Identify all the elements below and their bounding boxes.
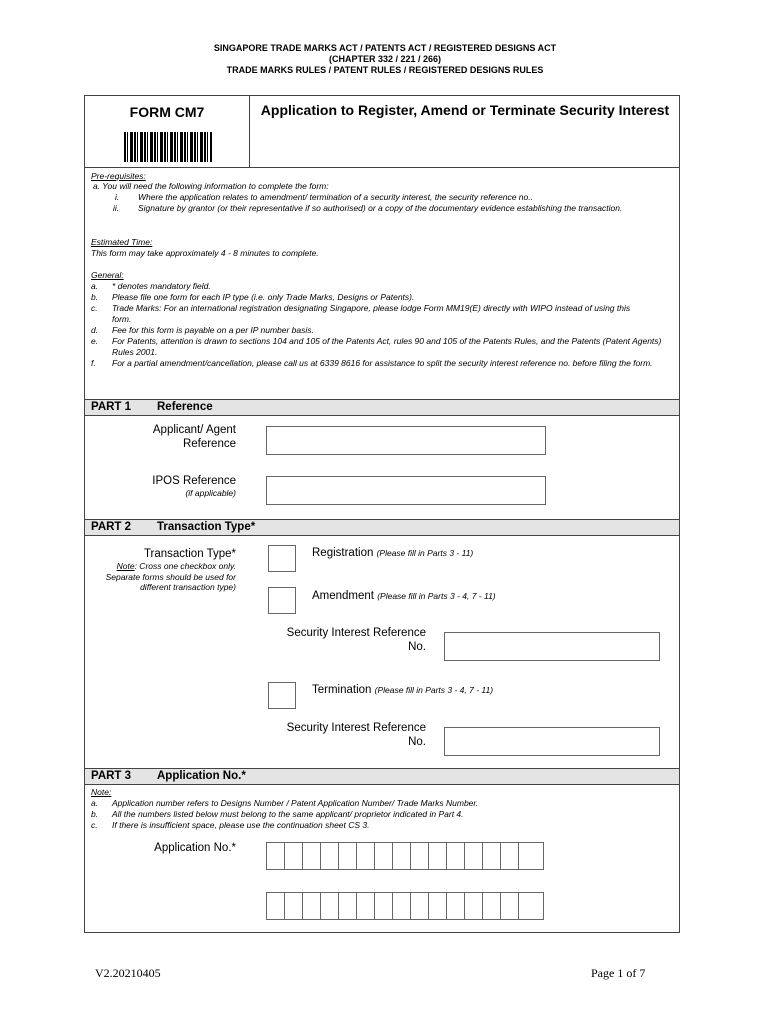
estimated-time-heading: Estimated Time: xyxy=(91,237,153,247)
transaction-type-label: Transaction Type* xyxy=(143,548,236,560)
note-word: Note xyxy=(116,561,135,571)
applicant-reference-input[interactable] xyxy=(266,426,546,455)
ipos-reference-label: IPOS Reference xyxy=(152,475,236,487)
prerequisite-a: a. You will need the following information to complete the form: xyxy=(93,181,329,191)
estimated-time-text: This form may take approximately 4 - 8 minutes to complete. xyxy=(91,248,319,258)
amendment-sirn-label xyxy=(255,626,426,654)
part3-header xyxy=(85,768,679,785)
termination-sirn-label xyxy=(255,721,426,749)
general-key-c: c. xyxy=(91,303,98,313)
form-title: Application to Register, Amend or Terminate Security Interest xyxy=(260,102,670,118)
application-no-row-1[interactable] xyxy=(266,842,544,870)
header-line-1: SINGAPORE TRADE MARKS ACT / PATENTS ACT / REGISTERED DESIGNS ACT xyxy=(213,43,557,53)
transaction-type-note xyxy=(89,561,236,593)
part3-note-a: Application number refers to Designs Number / Patent Application Number/ Trade Marks Number. xyxy=(112,798,479,808)
part3-number: PART 3 xyxy=(91,770,132,782)
termination-option xyxy=(312,683,493,697)
part3-note-key-b: b. xyxy=(91,809,99,819)
amendment-option xyxy=(312,589,496,603)
header-line-3: TRADE MARKS RULES / PATENT RULES / REGISTERED DESIGNS RULES xyxy=(226,65,544,75)
applicant-reference-label-line2: Reference xyxy=(182,438,236,450)
part1-header xyxy=(85,399,679,416)
note-rest: : Cross one checkbox only. Separate forms should be used for different transaction type) xyxy=(105,561,236,592)
applicant-reference-label xyxy=(91,423,236,451)
amendment-note: (Please fill in Parts 3 - 4, 7 - 11) xyxy=(377,591,496,601)
general-item-f: For a partial amendment/cancellation, please call us at 6339 8616 for assistance to split the security interest reference no. before filing the form. xyxy=(112,358,653,368)
general-key-e: e. xyxy=(91,336,99,346)
prerequisite-ii-num: ii. xyxy=(113,203,120,213)
prerequisite-i-num: i. xyxy=(115,192,120,202)
termination-sirn-label-line2: No. xyxy=(408,736,426,748)
general-key-d: d. xyxy=(91,325,99,335)
general-item-e: For Patents, attention is drawn to sections 104 and 105 of the Patents Act, rules 90 and 105 of the Patents Rules, and the Patents (Patent Agents) Rules 2001. xyxy=(112,336,662,357)
part3-note-key-a: a. xyxy=(91,798,99,808)
title-row xyxy=(85,96,679,168)
header-line-2: (CHAPTER 332 / 221 / 266) xyxy=(328,54,442,64)
part1-title: Reference xyxy=(157,401,213,413)
part3-note-b: All the numbers listed below must belong to the same applicant/ proprietor indicated in Part 4. xyxy=(112,809,464,819)
legislation-header xyxy=(0,43,770,76)
form-id-box xyxy=(85,96,250,167)
termination-label: Termination xyxy=(312,684,372,696)
ipos-reference-sub: (if applicable) xyxy=(185,488,236,498)
general-item-b: Please file one form for each IP type (i.e. only Trade Marks, Designs or Patents). xyxy=(112,292,415,302)
part3-note-key-c: c. xyxy=(91,820,98,830)
part2-header xyxy=(85,519,679,536)
general-item-c: Trade Marks: For an international registration designating Singapore, please lodge Form MM19(E) directly with WIPO instead of using this form. xyxy=(112,303,631,324)
application-no-row-2[interactable] xyxy=(266,892,544,920)
applicant-reference-label-line1: Applicant/ Agent xyxy=(152,424,236,436)
part3-note-c: If there is insufficient space, please use the continuation sheet CS 3. xyxy=(112,820,370,830)
termination-sirn-label-line1: Security Interest Reference xyxy=(286,722,426,734)
termination-sirn-input[interactable] xyxy=(444,727,660,756)
version-label: V2.20210405 xyxy=(95,966,161,980)
registration-option xyxy=(312,546,473,560)
termination-note: (Please fill in Parts 3 - 4, 7 - 11) xyxy=(374,685,494,695)
general-key-f: f. xyxy=(91,358,96,368)
part2-number: PART 2 xyxy=(91,521,132,533)
application-no-label: Application No.* xyxy=(154,842,236,854)
prerequisite-i: Where the application relates to amendment/ termination of a security interest, the security reference no.. xyxy=(138,192,533,202)
amendment-checkbox[interactable] xyxy=(268,587,296,614)
prerequisite-ii: Signature by grantor (or their representative if so authorised) or a copy of the documentary evidence establishing the transaction. xyxy=(138,203,623,213)
barcode-image xyxy=(124,132,212,162)
registration-note: (Please fill in Parts 3 - 11) xyxy=(376,548,474,558)
amendment-sirn-input[interactable] xyxy=(444,632,660,661)
termination-checkbox[interactable] xyxy=(268,682,296,709)
registration-checkbox[interactable] xyxy=(268,545,296,572)
amendment-sirn-label-line2: No. xyxy=(408,641,426,653)
general-item-a: * denotes mandatory field. xyxy=(112,281,211,291)
part3-title: Application No.* xyxy=(157,770,246,782)
general-heading: General: xyxy=(91,270,124,280)
part2-title: Transaction Type* xyxy=(157,521,256,533)
general-key-a: a. xyxy=(91,281,99,291)
general-item-d: Fee for this form is payable on a per IP number basis. xyxy=(112,325,314,335)
registration-label: Registration xyxy=(312,547,374,559)
general-key-b: b. xyxy=(91,292,99,302)
form-frame xyxy=(84,95,680,933)
part3-note-heading: Note: xyxy=(91,787,112,797)
amendment-label: Amendment xyxy=(312,590,375,602)
part1-number: PART 1 xyxy=(91,401,132,413)
prerequisites-heading: Pre-requisites: xyxy=(91,171,146,181)
form-name: FORM CM7 xyxy=(129,104,205,120)
amendment-sirn-label-line1: Security Interest Reference xyxy=(286,627,426,639)
ipos-reference-input[interactable] xyxy=(266,476,546,505)
page-number: Page 1 of 7 xyxy=(591,966,646,980)
